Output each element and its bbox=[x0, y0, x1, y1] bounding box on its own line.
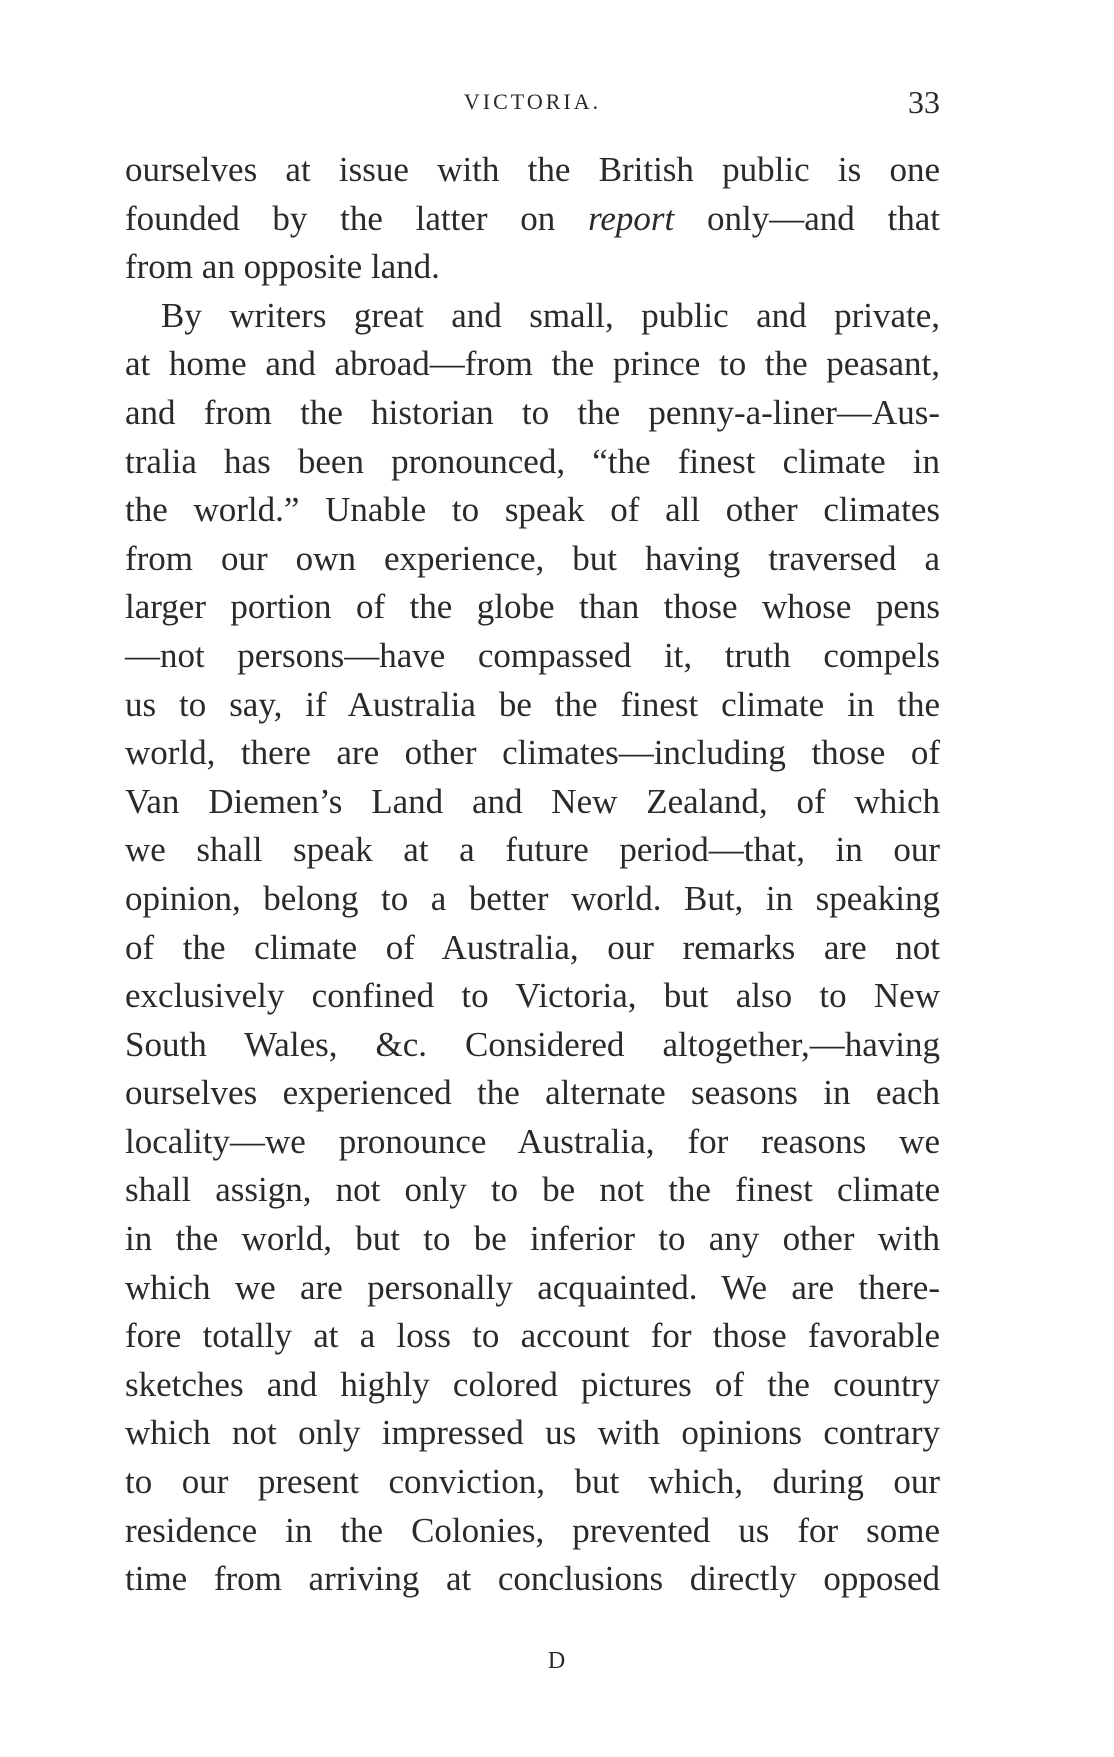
text-line: time from arriving at conclusions directly opposed bbox=[125, 1559, 940, 1599]
text-line: we shall speak at a future period—that, in our bbox=[125, 830, 940, 870]
text-line: sketches and highly colored pictures of the country bbox=[125, 1364, 940, 1404]
text-line: at home and abroad—from the prince to the peasant, bbox=[125, 344, 940, 384]
text-line: locality—we pronounce Australia, for reasons we bbox=[125, 1121, 940, 1161]
text-line: tralia has been pronounced, “the finest climate in bbox=[125, 441, 940, 481]
text-line: to our present conviction, but which, during our bbox=[125, 1462, 940, 1502]
text-line: from our own experience, but having traversed a bbox=[125, 538, 940, 578]
text-line: of the climate of Australia, our remarks are not bbox=[125, 927, 940, 967]
text-line: and from the historian to the penny-a-liner—Aus- bbox=[125, 392, 940, 432]
text-line: ourselves at issue with the British public is one bbox=[125, 150, 940, 189]
text-line: in the world, but to be inferior to any other with bbox=[125, 1219, 940, 1259]
text-line: which we are personally acquainted. We are there- bbox=[125, 1267, 940, 1307]
running-head bbox=[125, 82, 940, 122]
text-line: exclusively confined to Victoria, but also to New bbox=[125, 976, 940, 1016]
text-line: the world.” Unable to speak of all other climates bbox=[125, 490, 940, 530]
italic-word: report bbox=[588, 198, 675, 238]
text-line: Van Diemen’s Land and New Zealand, of which bbox=[125, 781, 940, 821]
text-line: —not persons—have compassed it, truth compels bbox=[125, 635, 940, 675]
text-line: ourselves experienced the alternate seasons in each bbox=[125, 1073, 940, 1113]
text-segment: only—and that bbox=[674, 198, 940, 238]
text-line: world, there are other climates—including those of bbox=[125, 733, 940, 773]
body-text bbox=[125, 146, 940, 1604]
text-line: residence in the Colonies, prevented us for some bbox=[125, 1510, 940, 1550]
text-line: By writers great and small, public and private, bbox=[161, 295, 940, 335]
text-line: opinion, belong to a better world. But, in speaking bbox=[125, 878, 940, 918]
page-number: 33 bbox=[908, 84, 940, 120]
text-line: shall assign, not only to be not the finest climate bbox=[125, 1170, 940, 1210]
text-line: South Wales, &c. Considered altogether,—having bbox=[125, 1024, 940, 1064]
running-title: VICTORIA. bbox=[463, 89, 602, 114]
text-line bbox=[125, 195, 940, 244]
text-line: fore totally at a loss to account for those favorable bbox=[125, 1316, 940, 1356]
text-line: which not only impressed us with opinions contrary bbox=[125, 1413, 940, 1453]
signature-mark: D bbox=[547, 1648, 567, 1674]
text-line: us to say, if Australia be the finest climate in the bbox=[125, 684, 940, 724]
text-line: larger portion of the globe than those whose pens bbox=[125, 587, 940, 627]
text-segment: founded by the latter on bbox=[125, 198, 589, 238]
text-line: from an opposite land. bbox=[125, 247, 440, 287]
